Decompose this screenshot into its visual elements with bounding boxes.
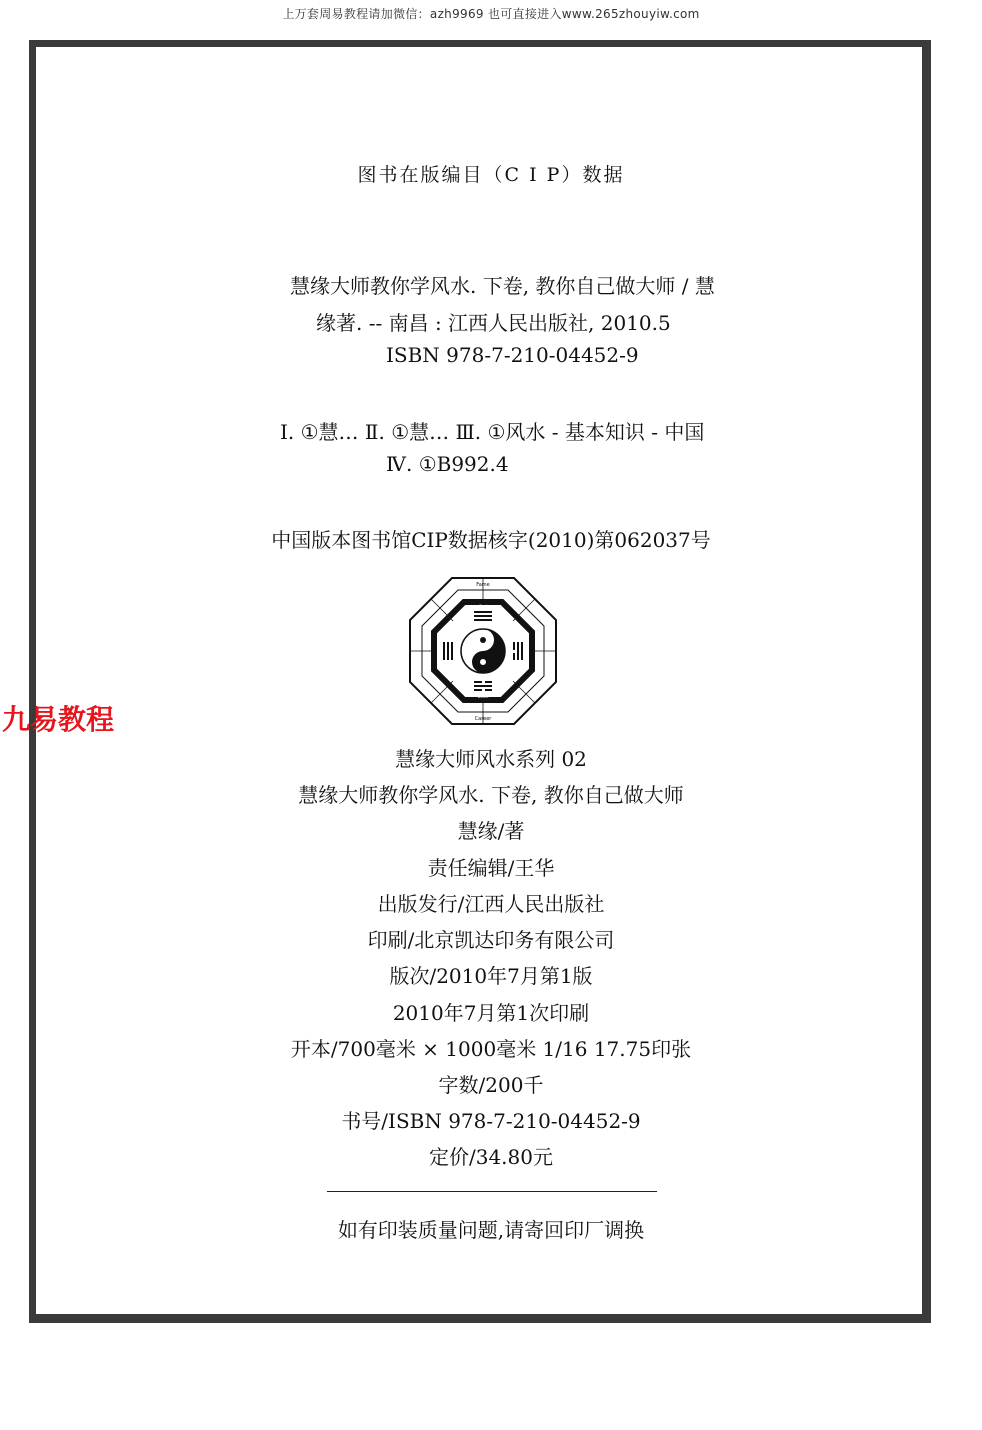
top-banner-text: 上万套周易教程请加微信：azh9969 也可直接进入www.265zhouyiw.com — [282, 7, 700, 21]
book-number-line: 书号/ISBN 978-7-210-04452-9 — [341, 1109, 641, 1133]
cip-classification-line-1: Ⅰ. ①慧… Ⅱ. ①慧… Ⅲ. ①风水 - 基本知识 - 中国 — [280, 420, 705, 444]
edition-line: 版次/2010年7月第1版 — [389, 964, 593, 988]
watermark-label: 九易教程 — [2, 703, 115, 736]
bagua-label-inner-bottom: Black — [477, 694, 489, 699]
price-line: 定价/34.80元 — [429, 1145, 553, 1169]
cip-classification-line-2: Ⅳ. ①B992.4 — [386, 452, 509, 476]
cip-verification-number: 中国版本图书馆CIP数据核字(2010)第062037号 — [271, 528, 711, 552]
quality-notice: 如有印装质量问题,请寄回印厂调换 — [337, 1218, 645, 1242]
cip-isbn-line: ISBN 978-7-210-04452-9 — [386, 343, 639, 367]
bagua-label-top: Fame — [476, 582, 490, 588]
cip-title-line-2: 缘著. -- 南昌 : 江西人民出版社, 2010.5 — [316, 311, 671, 335]
bagua-label-bottom: Career — [474, 716, 492, 722]
printing-line: 2010年7月第1次印刷 — [392, 1001, 590, 1025]
cip-title-line-1: 慧缘大师教你学风水. 下卷, 教你自己做大师 / 慧 — [290, 274, 715, 298]
divider-rule — [327, 1191, 657, 1192]
book-title-line: 慧缘大师教你学风水. 下卷, 教你自己做大师 — [298, 783, 684, 807]
bagua-label-inner-top: Red — [479, 604, 487, 609]
word-count-line: 字数/200千 — [438, 1073, 544, 1097]
bagua-diagram-icon — [408, 576, 558, 726]
author-line: 慧缘/著 — [457, 819, 525, 843]
cip-heading: 图书在版编目（C I P）数据 — [357, 164, 625, 186]
editor-line: 责任编辑/王华 — [427, 856, 555, 880]
format-line: 开本/700毫米 × 1000毫米 1/16 17.75印张 — [290, 1037, 692, 1061]
printer-line: 印刷/北京凯达印务有限公司 — [367, 928, 615, 952]
publisher-line: 出版发行/江西人民出版社 — [377, 892, 605, 916]
series-line: 慧缘大师风水系列 02 — [395, 747, 587, 771]
